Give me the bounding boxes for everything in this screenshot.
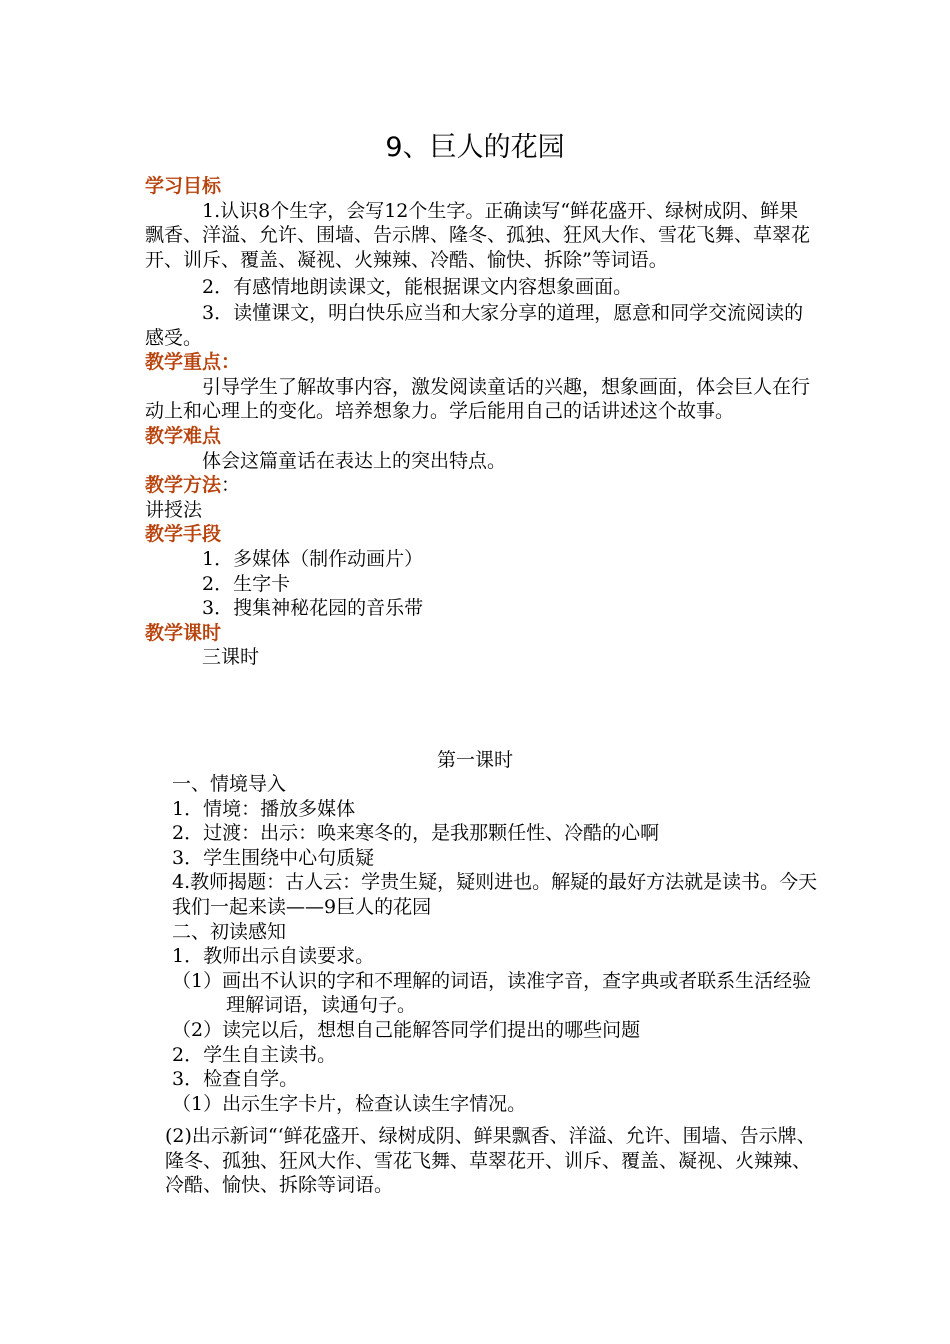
key-heading: 教学重点：: [145, 351, 241, 374]
difficulty-heading: 教学难点: [145, 424, 222, 447]
means-2: 2．生字卡: [202, 572, 291, 595]
hours-heading: 教学课时: [145, 621, 222, 644]
difficulty-text: 体会这篇童话在表达上的突出特点。: [202, 449, 507, 472]
method-heading-colon: ：: [221, 474, 241, 497]
lesson-line: 4.教师揭题：古人云：学贵生疑，疑则进也。解疑的最好方法就是读书。今天我们一起来读——9巨人的花园: [172, 871, 818, 918]
means-3: 3．搜集神秘花园的音乐带: [202, 597, 424, 620]
lesson-line: （1）出示生字卡片，检查认读生字情况。: [172, 1092, 527, 1115]
lesson-line: 1．情境：播放多媒体: [172, 797, 356, 820]
lesson-line: 二、初读感知: [172, 920, 287, 943]
objective-2: 2．有感情地朗读课文，能根据课文内容想象画面。: [202, 276, 633, 299]
lesson-one-body: [172, 772, 822, 1116]
objectives-heading: 学习目标: [145, 175, 222, 197]
lesson-line: 2．过渡：出示：唤来寒冬的，是我那颗任性、冷酷的心啊: [172, 822, 660, 845]
method-heading: [145, 473, 810, 498]
lesson-line: （1）画出不认识的字和不理解的词语，读准字音，查字典或者联系生活经验理解词语，读通句子。: [172, 969, 812, 1017]
lesson-line: 3．检查自学。: [172, 1068, 299, 1091]
page-title: 9、巨人的花园: [385, 132, 565, 163]
lesson-one-heading: 第一课时: [436, 749, 513, 771]
objective-1: 1.认识8个生字，会写12个生字。正确读写“鲜花盛开、绿树成阴、鲜果飘香、洋溢、允许、围墙、告示牌、隆冬、孤独、狂风大作、雪花飞舞、草翠花开、训斥、覆盖、凝视、火辣辣、冷酷、愉快、拆除”等词语。: [145, 199, 811, 271]
hours-text: 三课时: [202, 646, 260, 669]
method-heading-label: 教学方法: [145, 474, 222, 497]
lesson-line: （2）读完以后，想想自己能解答同学们提出的哪些问题: [172, 1018, 641, 1041]
lesson-line: 一、情境导入: [172, 773, 287, 795]
key-text: 引导学生了解故事内容，激发阅读童话的兴趣，想象画面，体会巨人在行动上和心理上的变化。培养想象力。学后能用自己的话讲述这个故事。: [145, 375, 811, 423]
objective-3: 3．读懂课文，明白快乐应当和大家分享的道理，愿意和同学交流阅读的感受。: [145, 301, 804, 349]
lesson-one-vocab: (2)出示新词“‘鲜花盛开、绿树成阴、鲜果飘香、洋溢、允许、围墙、告示牌、隆冬、孤独、狂风大作、雪花飞舞、草翠花开、训斥、覆盖、凝视、火辣辣、冷酷、愉快、拆除等词语。: [165, 1125, 816, 1197]
lesson-line: 2．学生自主读书。: [172, 1043, 337, 1066]
lesson-line: 1．教师出示自读要求。: [172, 945, 375, 968]
lesson-line: 3．学生围绕中心句质疑: [172, 846, 375, 869]
means-heading: 教学手段: [145, 523, 222, 546]
method-text: 讲授法: [145, 498, 203, 521]
objectives-section: [145, 174, 810, 670]
means-1: 1．多媒体（制作动画片）: [202, 547, 424, 570]
